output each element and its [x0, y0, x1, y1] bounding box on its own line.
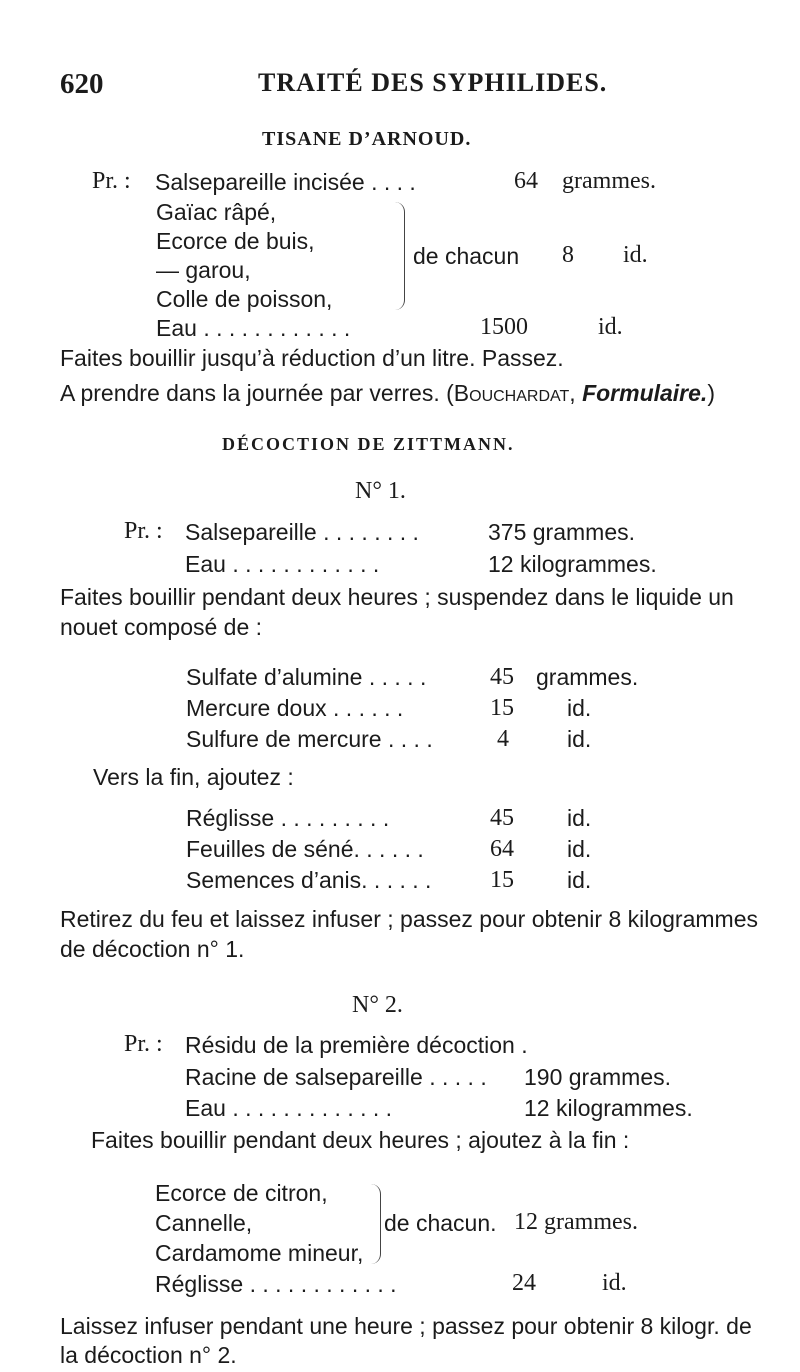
n2-group-value: 12 grammes.: [514, 1209, 638, 1235]
n1-ingredient-qty: 15: [490, 867, 514, 893]
n1-final-line1: Retirez du feu et laissez infuser ; passez pour obtenir 8 kilogrammes: [60, 906, 758, 932]
n2-value-racine: 190 grammes.: [524, 1064, 672, 1090]
n1-ingredient-qty: 45: [490, 805, 514, 831]
n2-brace: [371, 1184, 381, 1264]
page-number: 620: [60, 68, 104, 100]
n2-line-eau: Eau . . . . . . . . . . . . .: [185, 1095, 393, 1121]
tisane-line-salsepareille: Salsepareille incisée . . . .: [155, 169, 416, 195]
n1-ingredient-unit: id.: [567, 805, 592, 831]
n1-ingredient-name: Sulfate d’alumine . . . . .: [186, 664, 427, 690]
n1-vers-la-fin: Vers la fin, ajoutez :: [93, 764, 294, 790]
n2-pr: Pr. :: [124, 1031, 163, 1057]
n1-ingredient-unit: grammes.: [536, 664, 639, 690]
tisane-instruction-1: Faites bouillir jusqu’à réduction d’un litre. Passez.: [60, 345, 564, 371]
decoction-n1-label: N° 1.: [355, 478, 406, 504]
tisane-brace: [394, 202, 405, 310]
n2-line-residu: Résidu de la première décoction .: [185, 1032, 528, 1058]
n2-unit-reglisse: id.: [602, 1270, 627, 1296]
decoction-title: DÉCOCTION DE ZITTMANN.: [222, 434, 515, 454]
n2-group-item: Cannelle,: [155, 1210, 253, 1236]
tisane-unit-salsepareille: grammes.: [562, 168, 656, 194]
n1-ingredient-qty: 15: [490, 695, 514, 721]
n1-ingredient-qty: 4: [497, 726, 509, 752]
tisane-group-qty: 8: [562, 242, 574, 268]
n2-final-line2: la décoction n° 2.: [60, 1342, 237, 1368]
tisane-qty-salsepareille: 64: [514, 168, 538, 194]
tisane-pr: Pr. :: [92, 168, 131, 194]
n2-paragraph: Faites bouillir pendant deux heures ; ajoutez à la fin :: [91, 1127, 630, 1153]
n2-qty-reglisse: 24: [512, 1270, 536, 1296]
running-title: TRAITÉ DES SYPHILIDES.: [258, 68, 608, 97]
n2-final-line1: Laissez infuser pendant une heure ; passez pour obtenir 8 kilogr. de: [60, 1313, 752, 1339]
n1-line-eau: Eau . . . . . . . . . . . .: [185, 551, 380, 577]
n2-group-item: Cardamome mineur,: [155, 1240, 364, 1266]
n1-paragraph-line1: Faites bouillir pendant deux heures ; suspendez dans le liquide un: [60, 584, 734, 610]
n2-line-racine: Racine de salsepareille . . . . .: [185, 1064, 487, 1090]
n1-ingredient-name: Feuilles de séné. . . . . .: [186, 836, 424, 862]
n1-ingredient-unit: id.: [567, 836, 592, 862]
n1-ingredient-name: Sulfure de mercure . . . .: [186, 726, 433, 752]
tisane-instruction-2: A prendre dans la journée par verres. (Bouchardat, Formulaire.): [60, 380, 715, 406]
n1-ingredient-unit: id.: [567, 867, 592, 893]
tisane-line-colle-poisson: Colle de poisson,: [156, 286, 333, 312]
tisane-unit-eau: id.: [598, 314, 623, 340]
n1-ingredient-name: Réglisse . . . . . . . . .: [186, 805, 390, 831]
tisane-line-ecorce-buis: Ecorce de buis,: [156, 228, 315, 254]
tisane-line-garou: — garou,: [156, 257, 251, 283]
tisane-title: TISANE D’ARNOUD.: [262, 128, 472, 150]
n1-paragraph-line2: nouet composé de :: [60, 614, 263, 640]
n1-final-line2: de décoction n° 1.: [60, 936, 245, 962]
n1-line-salsepareille: Salsepareille . . . . . . . .: [185, 519, 419, 545]
tisane-group-unit: id.: [623, 242, 648, 268]
decoction-n2-label: N° 2.: [352, 992, 403, 1018]
tisane-group-label: de chacun: [413, 243, 520, 269]
n1-pr: Pr. :: [124, 518, 163, 544]
n1-ingredient-qty: 64: [490, 836, 514, 862]
tisane-line-eau: Eau . . . . . . . . . . . .: [156, 315, 351, 341]
n1-ingredient-qty: 45: [490, 664, 514, 690]
n1-value-eau: 12 kilogrammes.: [488, 551, 657, 577]
n2-group-label: de chacun.: [384, 1210, 497, 1236]
n2-value-eau: 12 kilogrammes.: [524, 1095, 693, 1121]
tisane-line-gaiac: Gaïac râpé,: [156, 199, 277, 225]
n1-ingredient-unit: id.: [567, 695, 592, 721]
n1-ingredient-name: Mercure doux . . . . . .: [186, 695, 404, 721]
n2-line-reglisse: Réglisse . . . . . . . . . . . .: [155, 1271, 397, 1297]
n2-group-item: Ecorce de citron,: [155, 1180, 328, 1206]
n1-value-salsepareille: 375 grammes.: [488, 519, 636, 545]
n1-ingredient-name: Semences d’anis. . . . . .: [186, 867, 432, 893]
tisane-qty-eau: 1500: [480, 314, 528, 340]
n1-ingredient-unit: id.: [567, 726, 592, 752]
